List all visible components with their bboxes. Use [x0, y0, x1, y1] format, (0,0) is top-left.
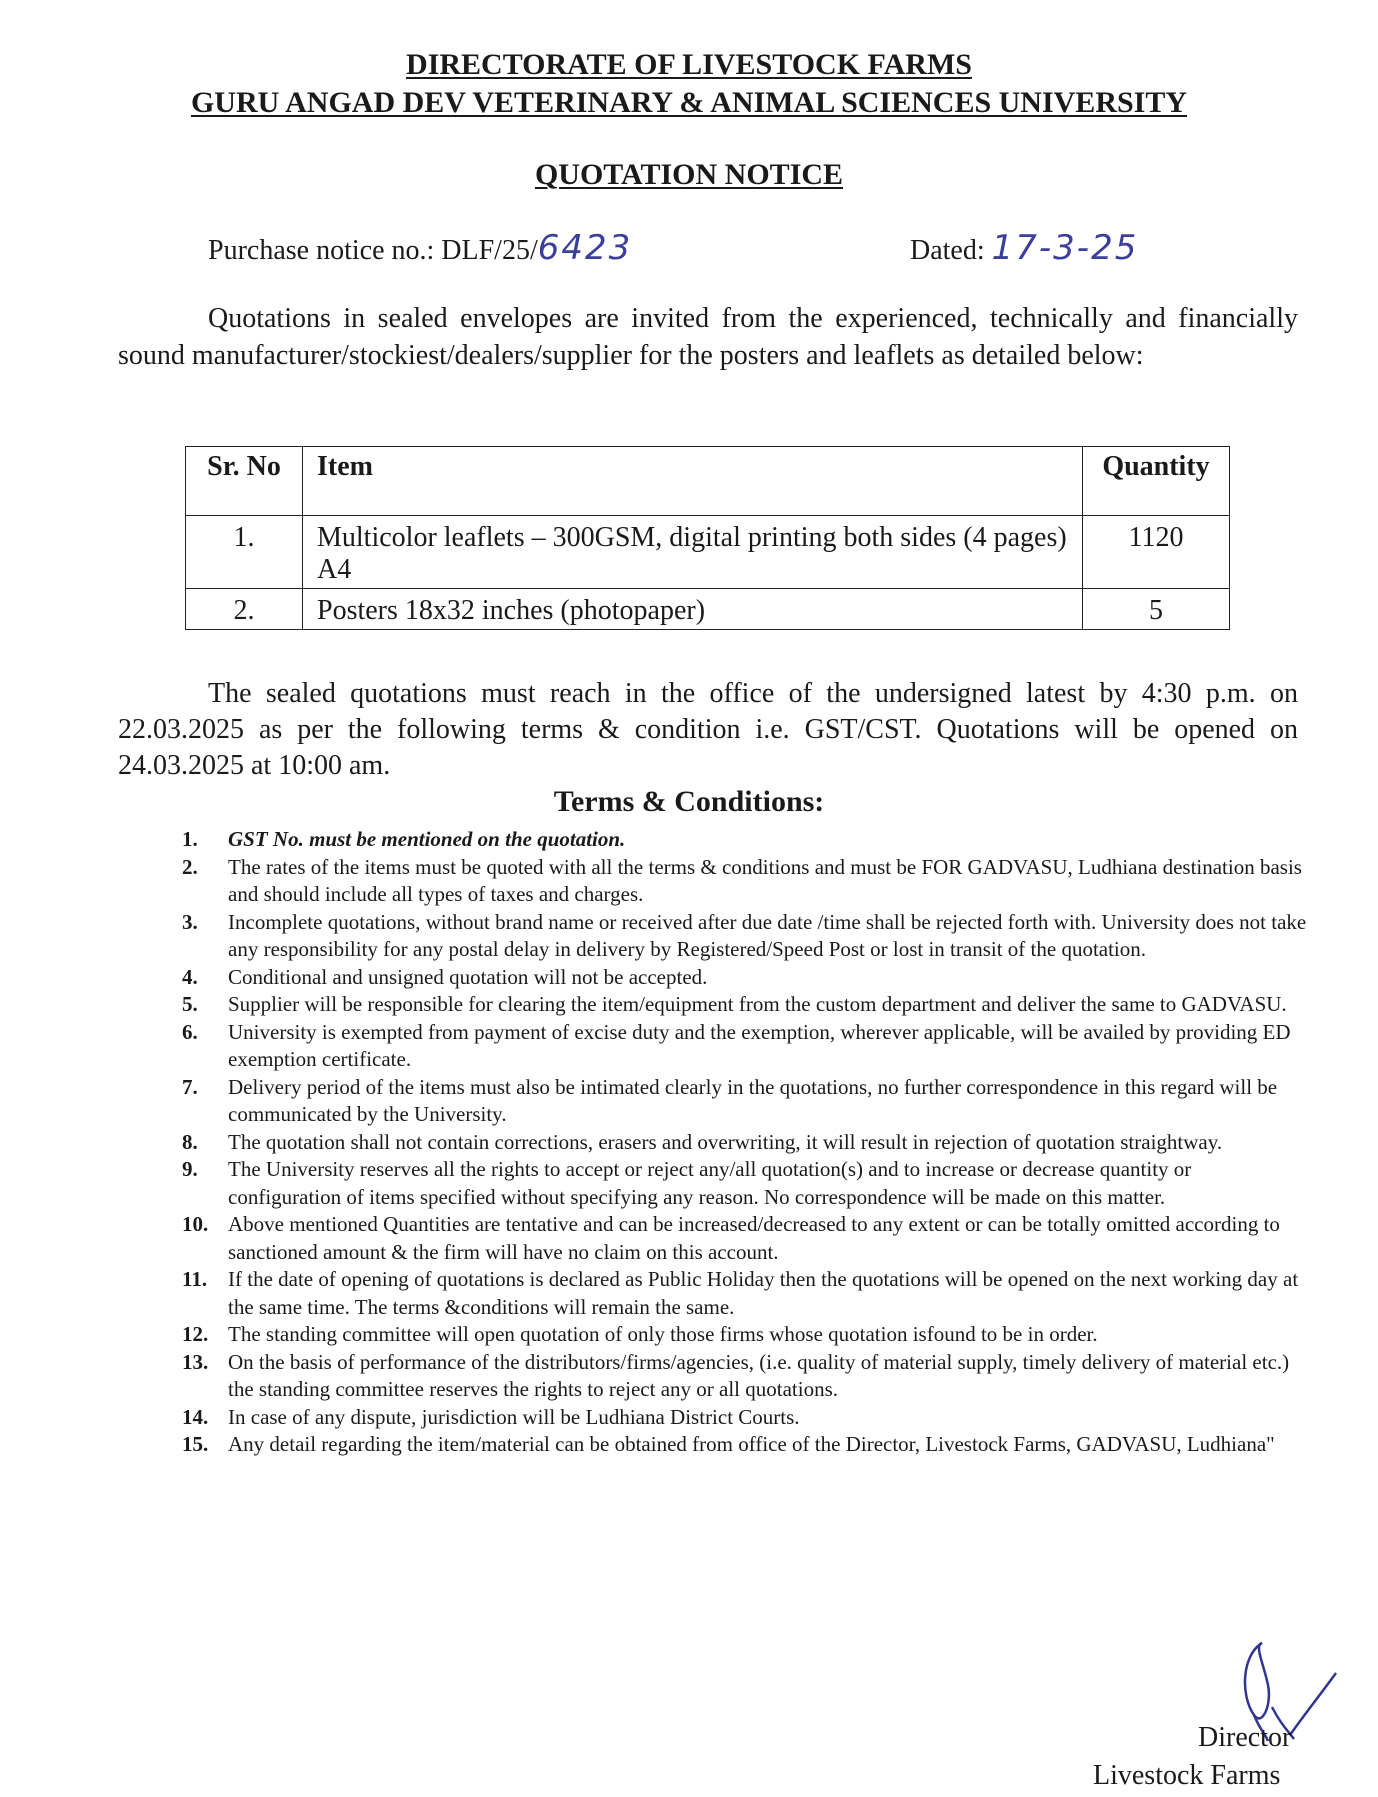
term-text: Supplier will be responsible for clearing the item/equipment from the custom department and deliver the same to GADVASU.: [228, 992, 1287, 1016]
term-text: If the date of opening of quotations is declared as Public Holiday then the quotations will be opened on the next working day at the same time. The terms &conditions will remain the same.: [228, 1267, 1299, 1319]
signatory-title: Director: [1198, 1722, 1292, 1753]
term-number: 1.: [182, 827, 198, 851]
list-item: [182, 1074, 1307, 1129]
terms-title: Terms & Conditions:: [553, 785, 825, 818]
list-item: [182, 1321, 1307, 1349]
notice-title: QUOTATION NOTICE: [534, 158, 844, 191]
term-number: 15.: [182, 1432, 209, 1456]
term-text: In case of any dispute, jurisdiction will be Ludhiana District Courts.: [228, 1404, 800, 1429]
row-item: Multicolor leaflets – 300GSM, digital printing both sides (4 pages) A4: [303, 516, 1083, 589]
list-item: [182, 854, 1307, 909]
term-number: 7.: [182, 1074, 198, 1099]
table-header-row: [186, 447, 1230, 516]
term-number: 12.: [182, 1322, 209, 1346]
closing-text: The sealed quotations must reach in the office of the undersigned latest by 4:30 p.m. on 22.03.2025 as per the following terms & condition i.e. GST/CST. Quotations will be opened on 24.03.2025 at 10:00 am.: [118, 678, 1298, 781]
row-sr-no: 2.: [186, 589, 303, 630]
terms-list: [182, 826, 1307, 1459]
university-heading: GURU ANGAD DEV VETERINARY & ANIMAL SCIENCES UNIVERSITY: [190, 86, 1188, 119]
list-item: [182, 991, 1307, 1019]
header-item: Item: [303, 447, 1083, 516]
list-item: [182, 1156, 1307, 1211]
purchase-notice-number: [208, 228, 632, 268]
term-text: University is exempted from payment of excise duty and the exemption, wherever applicable, will be availed by providing ED exemption certificate.: [228, 1019, 1291, 1071]
items-table: [185, 446, 1230, 630]
closing-paragraph: [118, 676, 1298, 784]
table-row: [186, 516, 1230, 589]
header-sr-no: Sr. No: [186, 447, 303, 516]
intro-text: Quotations in sealed envelopes are invited from the experienced, technically and financially sound manufacturer/stockiest/dealers/supplier for the posters and leaflets as detailed below:: [118, 303, 1298, 371]
list-item: [182, 1404, 1307, 1432]
term-text: The University reserves all the rights to accept or reject any/all quotation(s) and to increase or decrease quantity or configuration of items specified without specifying any reason. No correspondence will be made on this matter.: [228, 1157, 1192, 1209]
intro-paragraph: [118, 300, 1298, 374]
term-number: 9.: [182, 1157, 198, 1181]
term-number: 10.: [182, 1212, 209, 1236]
term-number: 5.: [182, 992, 198, 1016]
term-number: 13.: [182, 1349, 209, 1374]
dated-label: Dated:: [910, 235, 985, 266]
term-number: 3.: [182, 909, 198, 934]
signatory-office: Livestock Farms: [1093, 1760, 1281, 1791]
directorate-heading: DIRECTORATE OF LIVESTOCK FARMS: [406, 48, 972, 81]
term-number: 14.: [182, 1404, 209, 1429]
notice-date: [910, 228, 1138, 268]
list-item: [182, 1211, 1307, 1266]
term-number: 4.: [182, 964, 198, 989]
row-item: Posters 18x32 inches (photopaper): [303, 589, 1083, 630]
term-text: On the basis of performance of the distributors/firms/agencies, (i.e. quality of material supply, timely delivery of material etc.) the standing committee reserves the rights to reject any or all quotations.: [228, 1349, 1290, 1401]
handwritten-date: 17-3-25: [991, 228, 1139, 268]
term-text: Delivery period of the items must also be intimated clearly in the quotations, no further correspondence in this regard will be communicated by the University.: [228, 1074, 1278, 1126]
list-item: [182, 1431, 1307, 1459]
list-item: [182, 964, 1307, 992]
list-item: [182, 1129, 1307, 1157]
list-item: [182, 1019, 1307, 1074]
purchase-notice-label: Purchase notice no.: DLF/25/: [208, 235, 538, 266]
term-number: 8.: [182, 1129, 198, 1154]
row-quantity: 5: [1083, 589, 1230, 630]
term-number: 6.: [182, 1019, 198, 1044]
term-text: GST No. must be mentioned on the quotation.: [228, 827, 626, 851]
term-text: The standing committee will open quotation of only those firms whose quotation isfound to be in order.: [228, 1322, 1098, 1346]
term-text: The rates of the items must be quoted with all the terms & conditions and must be FOR GADVASU, Ludhiana destination basis and should include all types of taxes and charges.: [228, 854, 1302, 906]
term-text: Above mentioned Quantities are tentative and can be increased/decreased to any extent or can be totally omitted according to sanctioned amount & the firm will have no claim on this account.: [228, 1212, 1280, 1264]
term-text: The quotation shall not contain corrections, erasers and overwriting, it will result in rejection of quotation straightway.: [228, 1129, 1223, 1154]
row-quantity: 1120: [1083, 516, 1230, 589]
row-sr-no: 1.: [186, 516, 303, 589]
term-number: 11.: [182, 1267, 208, 1291]
list-item: [182, 1266, 1307, 1321]
term-number: 2.: [182, 854, 198, 879]
handwritten-notice-number: 6423: [537, 228, 633, 268]
term-text: Any detail regarding the item/material can be obtained from office of the Director, Livestock Farms, GADVASU, Ludhiana": [228, 1432, 1275, 1456]
list-item: [182, 1349, 1307, 1404]
header-quantity: Quantity: [1083, 447, 1230, 516]
table-row: [186, 589, 1230, 630]
term-text: Conditional and unsigned quotation will not be accepted.: [228, 964, 708, 989]
list-item: [182, 909, 1307, 964]
list-item: [182, 826, 1307, 854]
term-text: Incomplete quotations, without brand name or received after due date /time shall be rejected forth with. University does not take any responsibility for any postal delay in delivery by Registered/Speed Post or lost in transit of the quotation.: [228, 909, 1307, 961]
